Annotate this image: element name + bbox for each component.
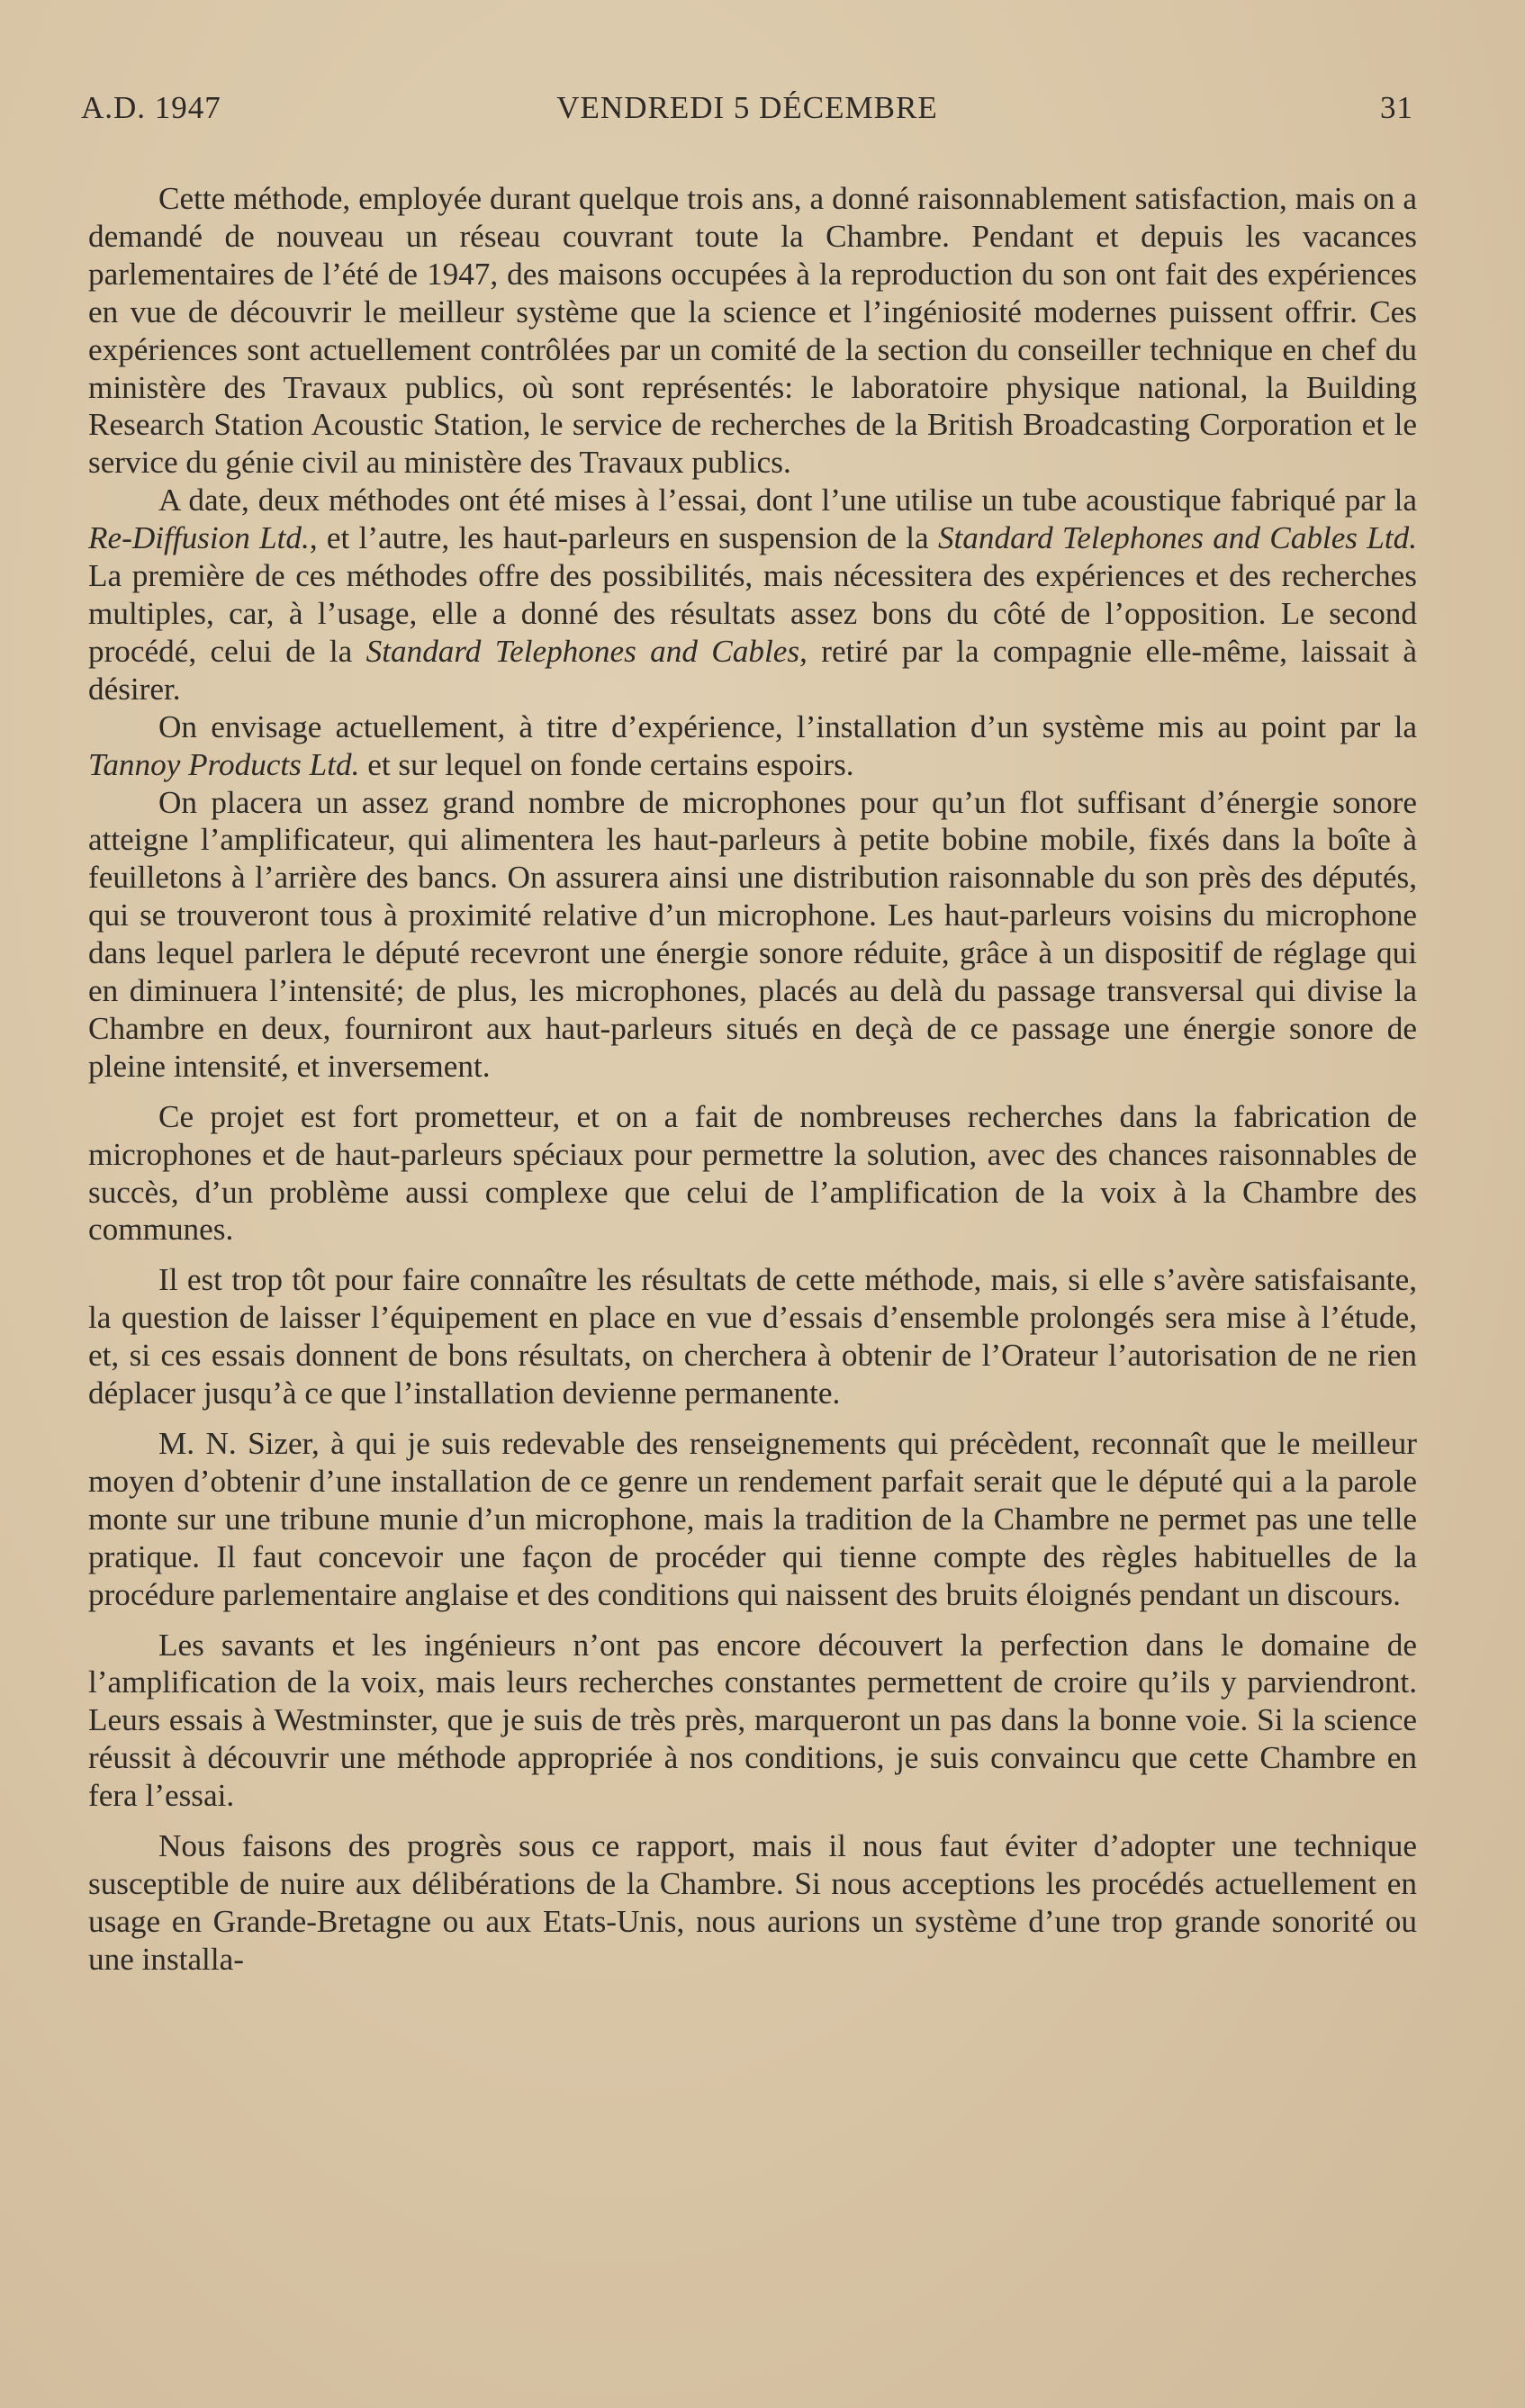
paragraph-text: M. N. Sizer, à qui je suis redevable des renseignements qui précèdent, reconnaît que le meilleur moyen d’obtenir d’une installation de ce genre un rendement parfait serait que le député qui a la parole monte sur une tribune munie d’un microphone, mais la tradition de la Chambre ne permet pas une telle pratique. Il faut concevoir une façon de procéder qui tienne compte des règles habituelles de la procédure parlementaire anglaise et des conditions qui naissent des bruits éloignés pendant un discours. [88, 1426, 1417, 1612]
paragraph-7 [88, 1425, 1417, 1614]
paragraph-text: On envisage actuellement, à titre d’expérience, l’installation d’un système mis au point par la [158, 708, 1417, 744]
paragraph-text: Ce projet est fort prometteur, et on a fait de nombreuses recherches dans la fabrication de microphones et de haut-parleurs spéciaux pour permettre la solution, avec des chances raisonnables de succès, d’un problème aussi complexe que celui de l’amplification de la voix à la Chambre des communes. [88, 1098, 1417, 1248]
paragraph-text: retiré par la compagnie elle-même, laissait à désirer. [88, 633, 1418, 707]
paragraph-3 [88, 708, 1417, 784]
paragraph-text: , et l’autre, les haut-parleurs en suspension de la [309, 520, 938, 556]
paragraph-5 [88, 1098, 1417, 1249]
paragraph-9 [88, 1827, 1417, 1979]
company-name-italic: Tannoy Products Ltd. [88, 746, 360, 782]
paragraph-text: et sur lequel on fonde certains espoirs. [359, 746, 854, 782]
paragraph-6 [88, 1261, 1417, 1412]
article-body [88, 180, 1417, 1979]
paragraph-4 [88, 784, 1417, 1086]
company-name-italic: Re-Diffusion Ltd. [88, 520, 310, 556]
paragraph-8 [88, 1627, 1417, 1816]
paragraph-text: Cette méthode, employée durant quelque trois ans, a donné raisonnablement satisfaction, mais on a demandé de nouveau un réseau couvrant toute la Chambre. Pendant et depuis les vacances parlementaires de l’été de 1947, des maisons occupées à la reproduction du son ont fait des expériences en vue de découvrir le meilleur système que la science et l’ingéniosité modernes puissent offrir. Ces expériences sont actuellement contrôlées par un comité de la section du conseiller technique en chef du ministère des Travaux publics, où sont représentés: le laboratoire physique national, la Building Research Station Acoustic Station, le service de recherches de la British Broadcasting Corporation et le service du génie civil au ministère des Travaux publics. [88, 181, 1417, 481]
page-header [81, 90, 1413, 137]
header-date: VENDREDI 5 DÉCEMBRE [556, 90, 938, 125]
page-number: 31 [1380, 90, 1413, 125]
company-name-italic: Standard Telephones and Cables, [365, 633, 808, 669]
paragraph-text: Il est trop tôt pour faire connaître les résultats de cette méthode, mais, si elle s’avère satisfaisante, la question de laisser l’équipement en place en vue d’essais d’ensemble prolongés sera mise à l’étude, et, si ces essais donnent de bons résultats, on cherchera à obtenir de l’Orateur l’autorisation de ne rien déplacer jusqu’à ce que l’installation devienne permanente. [88, 1262, 1417, 1411]
paragraph-text: La première de ces méthodes offre des possibilités, mais nécessitera des expériences et des recherches multiples, car, à l’usage, elle a donné des résultats assez bons du côté de l’opposition. Le second procédé, celui de la [88, 558, 1417, 669]
paragraph-text: Les savants et les ingénieurs n’ont pas encore découvert la perfection dans le domaine de l’amplification de la voix, mais leurs recherches constantes permettent de croire qu’ils y parviendront. Leurs essais à Westminster, que je suis de très près, marqueront un pas dans la bonne voie. Si la science réussit à découvrir une méthode appropriée à nos conditions, je suis convaincu que cette Chambre en fera l’essai. [88, 1627, 1417, 1814]
header-year: A.D. 1947 [81, 90, 221, 125]
paragraph-text: A date, deux méthodes ont été mises à l’essai, dont l’une utilise un tube acoustique fabriqué par la [158, 483, 1417, 519]
company-name-italic: Standard Telephones and Cables Ltd. [937, 520, 1417, 556]
paragraph-text: On placera un assez grand nombre de microphones pour qu’un flot suffisant d’énergie sonore atteigne l’amplificateur, qui alimentera les haut-parleurs à petite bobine mobile, fixés dans la boîte à feuilletons à l’arrière des bancs. On assurera ainsi une distribution raisonnable du son près des députés, qui se trouveront tous à proximité relative d’un microphone. Les haut-parleurs voisins du microphone dans lequel parlera le député recevront une énergie sonore réduite, grâce à un dispositif de réglage qui en diminuera l’intensité; de plus, les microphones, placés au delà du passage transversal qui divise la Chambre en deux, fourniront aux haut-parleurs situés en deçà de ce passage une énergie sonore de pleine intensité, et inversement. [88, 784, 1417, 1084]
paragraph-2 [88, 482, 1417, 708]
paragraph-1 [88, 180, 1417, 482]
paragraph-text: Nous faisons des progrès sous ce rapport, mais il nous faut éviter d’adopter une technique susceptible de nuire aux délibérations de la Chambre. Si nous acceptions les procédés actuellement en usage en Grande-Bretagne ou aux Etats-Unis, nous aurions un système d’une trop grande sonorité ou une installa- [88, 1828, 1417, 1977]
